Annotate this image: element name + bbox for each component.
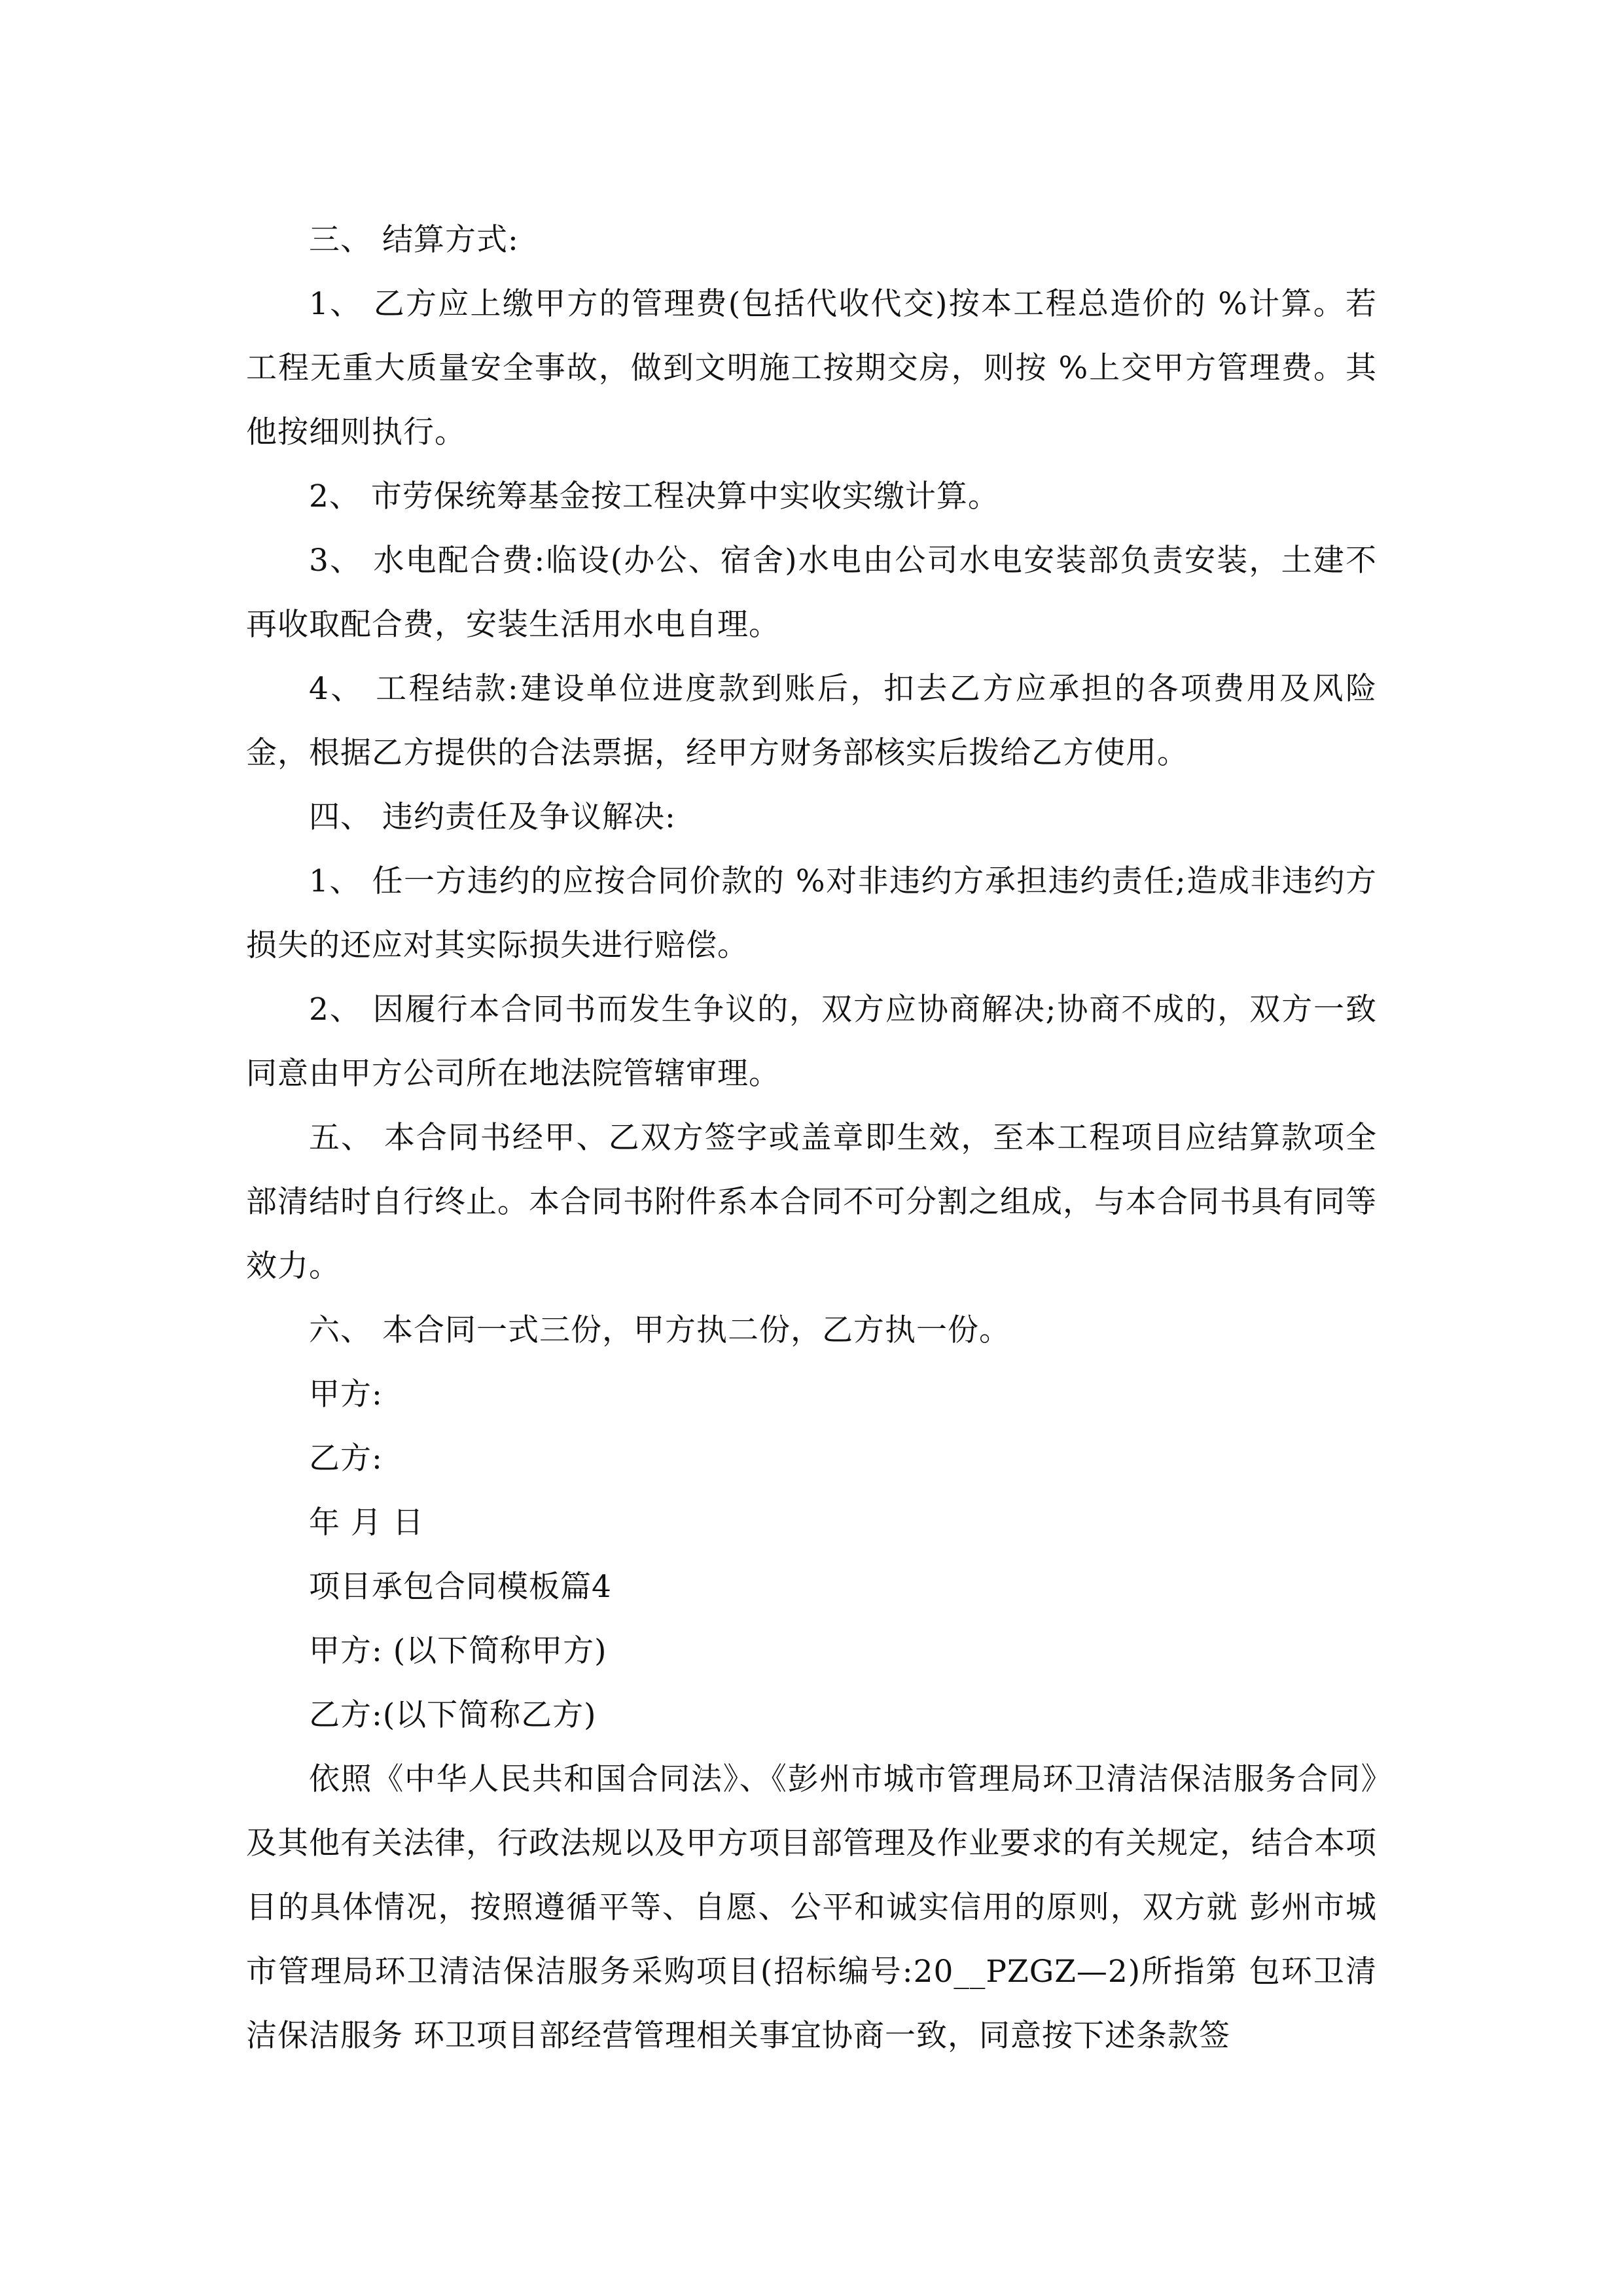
section-3-item-2: 2、 市劳保统筹基金按工程决算中实收实缴计算。	[309, 478, 999, 514]
template-title: 项目承包合同模板篇4	[309, 1569, 612, 1605]
document-body	[246, 208, 1377, 2068]
section-3-item-4: 4、 工程结款:建设单位进度款到账后，扣去乙方应承担的各项费用及风险金，根据乙方提供的合法票据，经甲方财务部核实后拨给乙方使用。	[246, 671, 1377, 771]
section-4-heading: 四、 违约责任及争议解决:	[309, 799, 676, 835]
section-3-item-1: 1、 乙方应上缴甲方的管理费(包括代收代交)按本工程总造价的 %计算。若工程无重大质量安全事故，做到文明施工按期交房，则按 %上交甲方管理费。其他按细则执行。	[246, 286, 1377, 450]
contract-preamble: 依照《中华人民共和国合同法》、《彭州市城市管理局环卫清洁保洁服务合同》及其他有关法律，行政法规以及甲方项目部管理及作业要求的有关规定，结合本项目的具体情况，按照遵循平等、自愿、公平和诚实信用的原则，双方就 彭州市城市管理局环卫清洁保洁服务采购项目(招标编号:20__PZGZ—2)所指第 包环卫清洁保洁服务 环卫项目部经营管理相关事宜协商一致，同意按下述条款签	[246, 1761, 1377, 2054]
date-line: 年 月 日	[309, 1505, 424, 1541]
section-4-item-1: 1、 任一方违约的应按合同价款的 %对非违约方承担违约责任;造成非违约方损失的还应对其实际损失进行赔偿。	[246, 863, 1377, 963]
section-4-item-2: 2、 因履行本合同书而发生争议的，双方应协商解决;协商不成的，双方一致同意由甲方公司所在地法院管辖审理。	[246, 992, 1377, 1092]
section-6-paragraph: 六、 本合同一式三份，甲方执二份，乙方执一份。	[309, 1312, 1010, 1348]
party-a-signature-line: 甲方:	[309, 1376, 383, 1412]
section-3-heading: 三、 结算方式:	[309, 222, 519, 258]
party-b-signature-line: 乙方:	[309, 1441, 383, 1477]
section-3-item-3: 3、 水电配合费:临设(办公、宿舍)水电由公司水电安装部负责安装，土建不再收取配合费，安装生活用水电自理。	[246, 543, 1377, 643]
party-b-intro: 乙方:(以下简称乙方)	[309, 1697, 597, 1733]
section-5-paragraph: 五、 本合同书经甲、乙双方签字或盖章即生效，至本工程项目应结算款项全部清结时自行终止。本合同书附件系本合同不可分割之组成，与本合同书具有同等效力。	[246, 1120, 1377, 1284]
party-a-intro: 甲方: (以下简称甲方)	[309, 1633, 607, 1669]
